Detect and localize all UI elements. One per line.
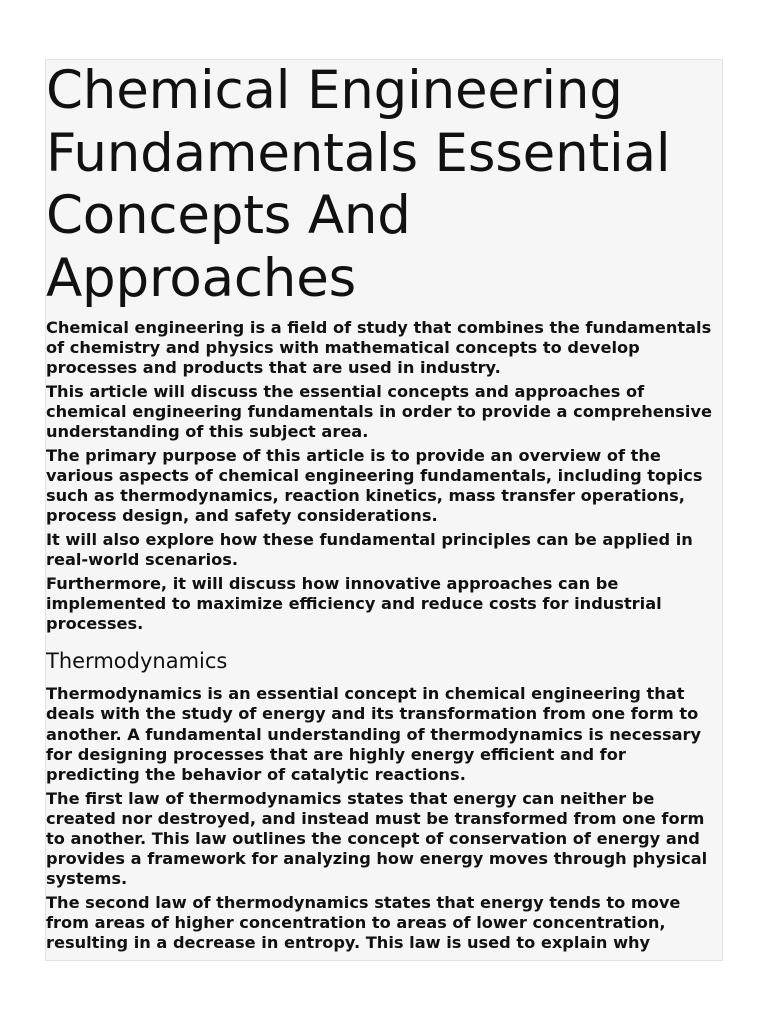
article-intro bbox=[46, 318, 722, 634]
section-paragraph: The second law of thermodynamics states that energy tends to move from areas of higher concentration to areas of lower concentration, resulting in a decrease in entropy. This law is used to explain why bbox=[46, 892, 681, 953]
section-thermodynamics bbox=[46, 648, 722, 953]
document-page bbox=[45, 59, 723, 961]
section-paragraph: The first law of thermodynamics states that energy can neither be created nor destroyed, and instead must be transformed from one form to another. This law outlines the concept of conservation of energy and provides a framework for analyzing how energy moves through physical systems. bbox=[46, 788, 708, 889]
article-title: Chemical Engineering Fundamentals Essential Concepts And Approaches bbox=[46, 60, 671, 309]
section-heading: Thermodynamics bbox=[46, 649, 228, 674]
intro-paragraph: The primary purpose of this article is to provide an overview of the various aspects of chemical engineering fundamentals, including topics such as thermodynamics, reaction kinetics, mass transfer operations, process design, and safety considerations. bbox=[46, 445, 703, 526]
intro-paragraph: It will also explore how these fundamental principles can be applied in real-world scenarios. bbox=[46, 529, 693, 570]
intro-paragraph: Furthermore, it will discuss how innovative approaches can be implemented to maximize efficiency and reduce costs for industrial processes. bbox=[46, 573, 662, 634]
section-paragraph: Thermodynamics is an essential concept in chemical engineering that deals with the study of energy and its transformation from one form to another. A fundamental understanding of thermodynamics is necessary for designing processes that are highly energy efficient and for predicting the behavior of catalytic reactions. bbox=[46, 684, 702, 785]
intro-paragraph: Chemical engineering is a field of study that combines the fundamentals of chemistry and physics with mathematical concepts to develop processes and products that are used in industry. bbox=[46, 318, 712, 378]
intro-paragraph: This article will discuss the essential concepts and approaches of chemical engineering fundamentals in order to provide a comprehensive understanding of this subject area. bbox=[46, 381, 712, 442]
